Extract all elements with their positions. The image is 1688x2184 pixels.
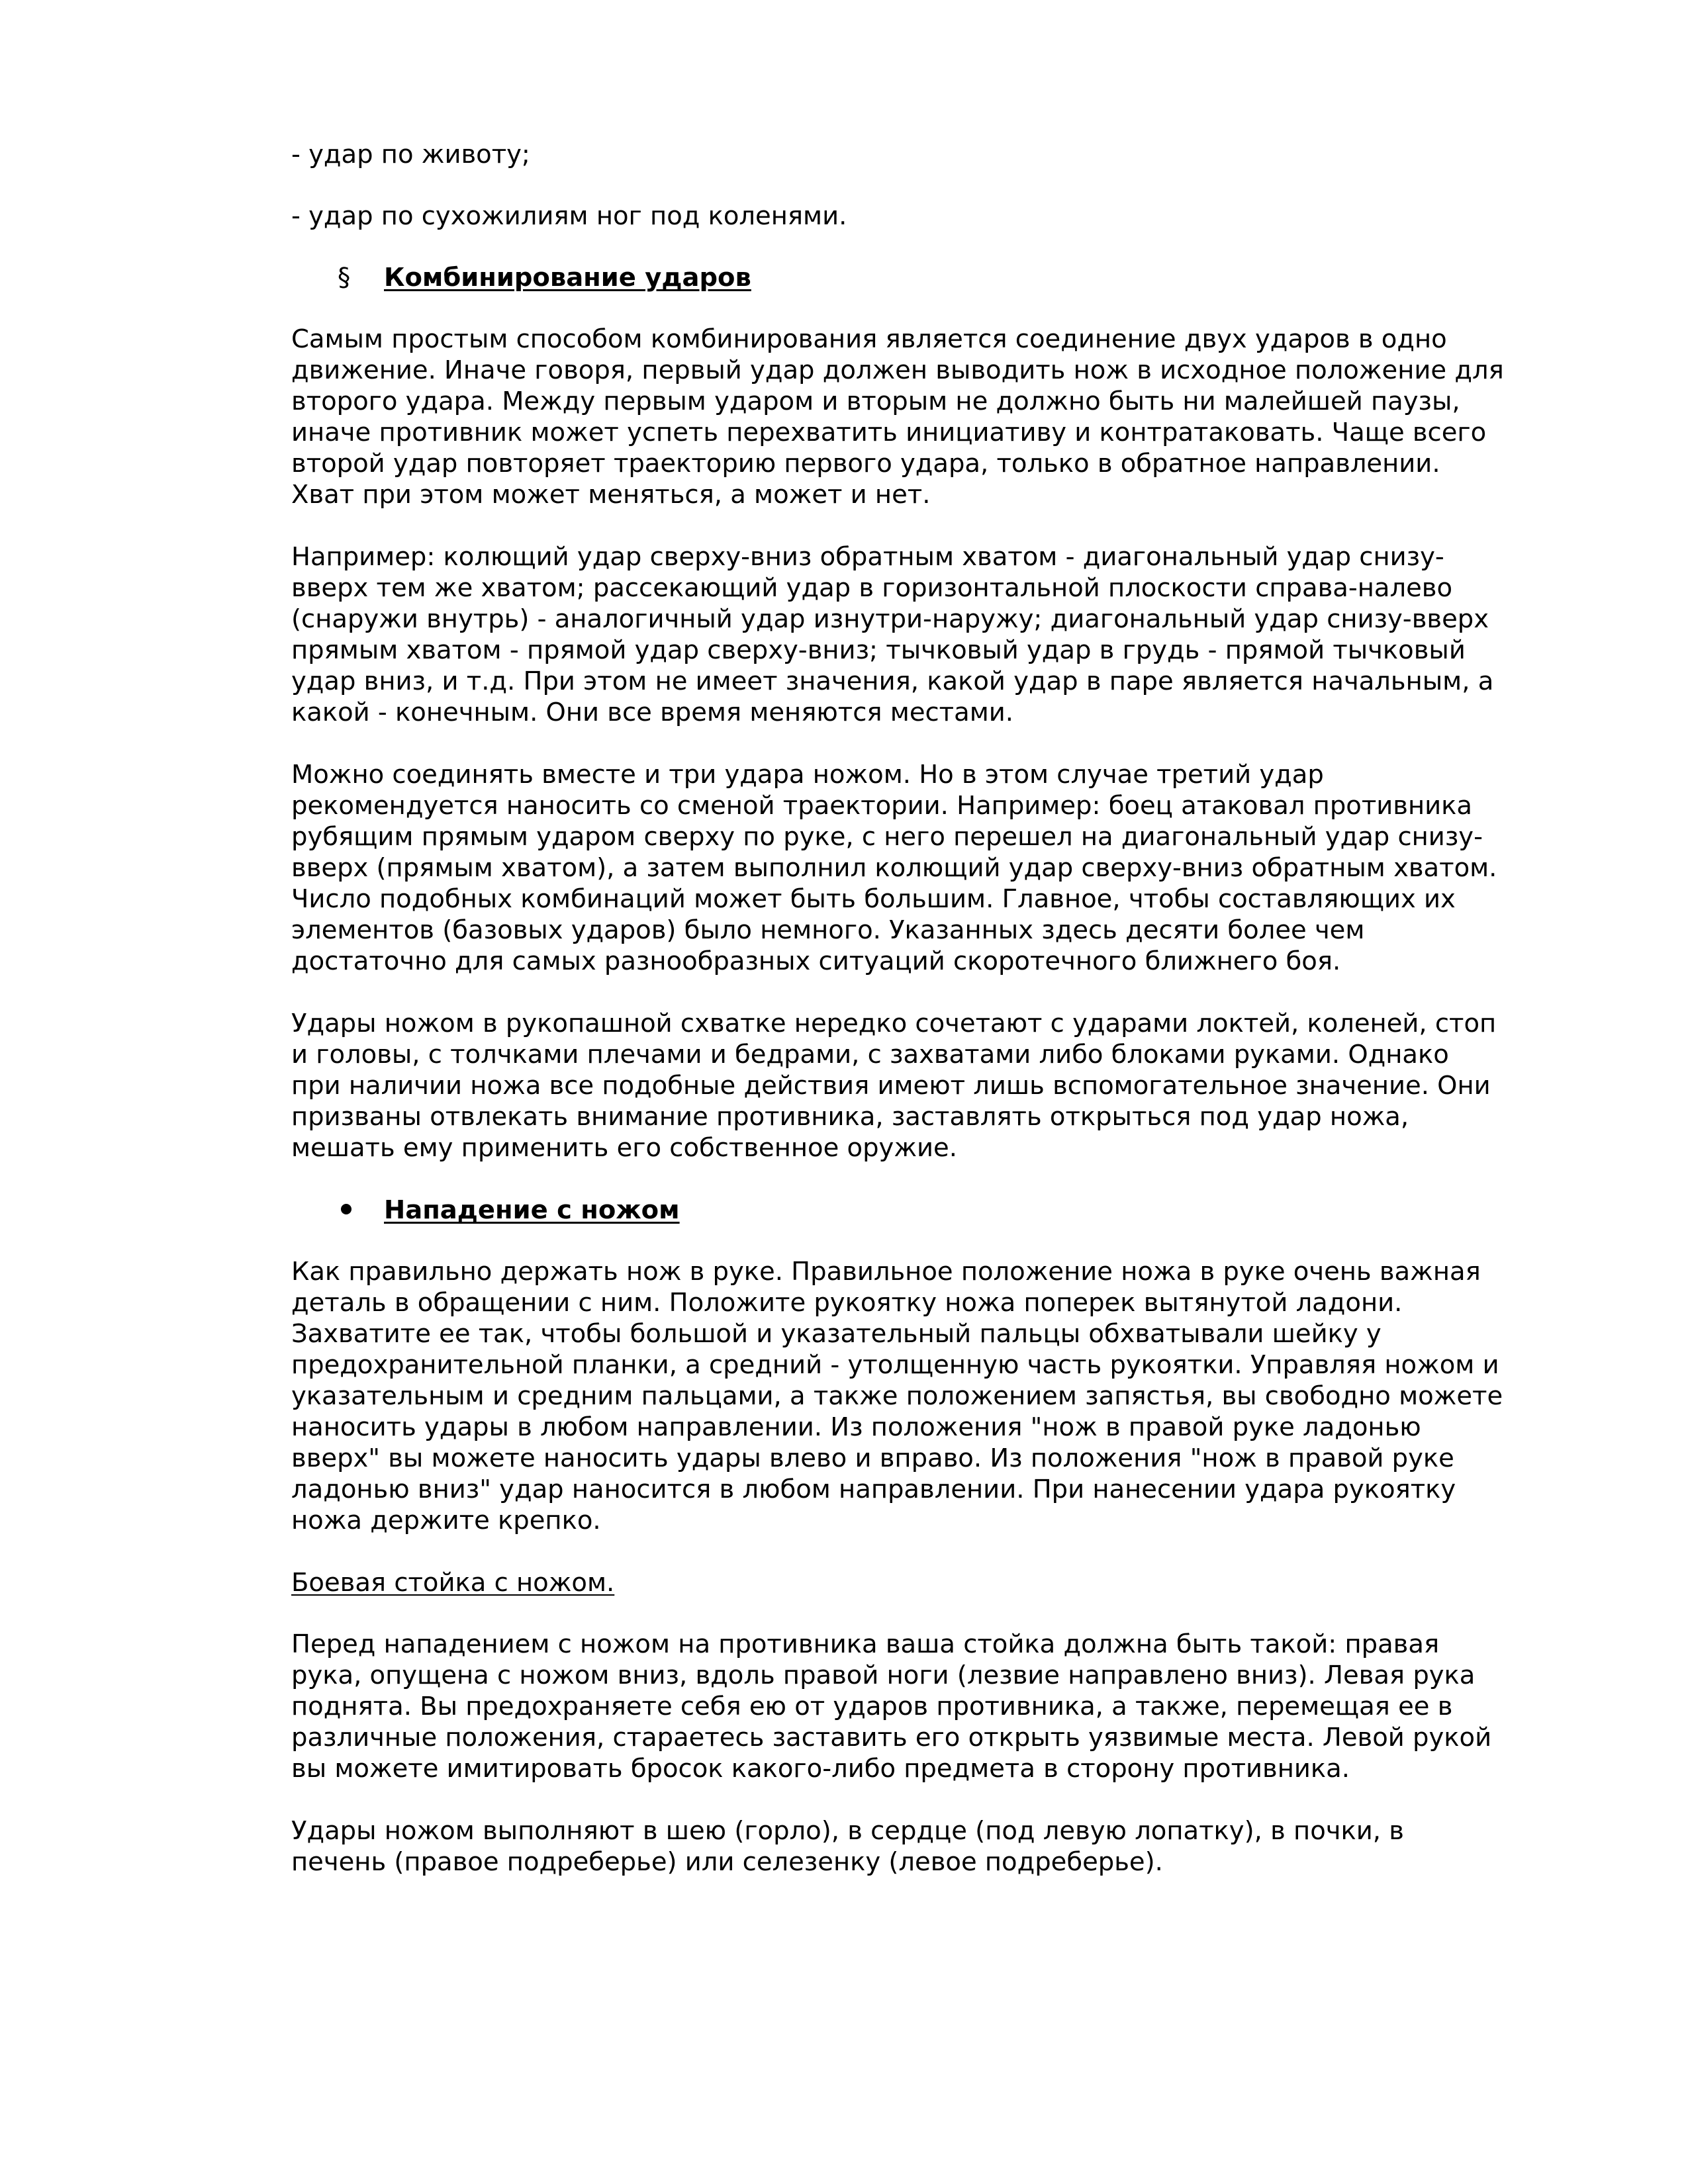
paragraph-stance (291, 1629, 1523, 1784)
paragraph-examples (291, 541, 1523, 728)
list-item-tendons: - удар по сухожилиям ног под коленями. (291, 201, 847, 231)
text-line: второго удара. Между первым ударом и вторым не должно быть ни малейшей паузы, (291, 387, 1460, 416)
subheading-combat-stance: Боевая стойка с ножом. (291, 1568, 615, 1598)
text-line: иначе противник может успеть перехватить инициативу и контратаковать. Чаще всего (291, 418, 1487, 447)
paragraph-three-strikes (291, 759, 1523, 977)
text-line: печень (правое подреберье) или селезенку (левое подреберье). (291, 1847, 1163, 1877)
text-line: какой - конечным. Они все время меняются местами. (291, 698, 1014, 727)
text-line: наносить удары в любом направлении. Из положения "нож в правой руке ладонью (291, 1412, 1421, 1442)
text-line: Захватите ее так, чтобы большой и указательный пальцы обхватывали шейку у (291, 1319, 1382, 1349)
text-line: мешать ему применить его собственное оружие. (291, 1133, 957, 1163)
text-line: вверх тем же хватом; рассекающий удар в горизонтальной плоскости справа-налево (291, 573, 1453, 603)
text-line: ладонью вниз" удар наносится в любом направлении. При нанесении удара рукоятку (291, 1475, 1456, 1504)
text-line: второй удар повторяет траекторию первого удара, только в обратное направлении. (291, 449, 1440, 478)
text-line: (снаружи внутрь) - аналогичный удар изнутри-наружу; диагональный удар снизу-вверх (291, 604, 1489, 634)
text-line: ножа держите крепко. (291, 1506, 601, 1535)
text-line: призваны отвлекать внимание противника, заставлять открыться под удар ножа, (291, 1102, 1409, 1132)
text-line: рубящим прямым ударом сверху по руке, с него перешел на диагональный удар снизу- (291, 822, 1483, 852)
text-line: Удары ножом выполняют в шею (горло), в сердце (под левую лопатку), в почки, в (291, 1816, 1404, 1846)
list-item-belly: - удар по животу; (291, 140, 530, 169)
text-line: Перед нападением с ножом на противника ваша стойка должна быть такой: правая (291, 1629, 1440, 1659)
text-line: при наличии ножа все подобные действия имеют лишь вспомогательное значение. Они (291, 1071, 1491, 1101)
section-heading-combining (291, 262, 1523, 293)
paragraph-targets (291, 1815, 1523, 1878)
text-line: указательным и средним пальцами, а также положением запястья, вы свободно можете (291, 1381, 1503, 1411)
text-line: различные положения, стараетесь заставить его открыть уязвимые места. Левой рукой (291, 1723, 1492, 1752)
text-line: поднята. Вы предохраняете себя ею от ударов противника, а также, перемещая ее в (291, 1692, 1453, 1721)
text-line: рука, опущена с ножом вниз, вдоль правой ноги (лезвие направлено вниз). Левая рука (291, 1661, 1476, 1690)
text-line: вы можете имитировать бросок какого-либо предмета в сторону противника. (291, 1754, 1350, 1784)
text-line: и головы, с толчками плечами и бедрами, с захватами либо блоками руками. Однако (291, 1040, 1449, 1069)
section-title: Комбинирование ударов (384, 263, 751, 293)
text-line: Хват при этом может меняться, а может и нет. (291, 480, 931, 510)
text-line: предохранительной планки, а средний - утолщенную часть рукоятки. Управляя ножом и (291, 1350, 1499, 1380)
bullet-icon (341, 1204, 352, 1214)
section-sign-icon: § (338, 263, 351, 293)
section-title: Нападение с ножом (384, 1195, 680, 1225)
paragraph-combining-intro (291, 324, 1523, 510)
paragraph-auxiliary-actions (291, 1008, 1523, 1163)
paragraph-holding-knife (291, 1256, 1523, 1536)
document-page (291, 139, 1523, 1909)
text-line: деталь в обращении с ним. Положите рукоятку ножа поперек вытянутой ладони. (291, 1288, 1403, 1318)
text-line: Как правильно держать нож в руке. Правильное положение ножа в руке очень важная (291, 1257, 1481, 1287)
section-heading-attack (291, 1195, 1523, 1226)
text-line: прямым хватом - прямой удар сверху-вниз; тычковый удар в грудь - прямой тычковый (291, 635, 1466, 665)
text-line: Например: колющий удар сверху-вниз обратным хватом - диагональный удар снизу- (291, 542, 1444, 572)
text-line: вверх (прямым хватом), а затем выполнил колющий удар сверху-вниз обратным хватом. (291, 853, 1497, 883)
text-line: вверх" вы можете наносить удары влево и вправо. Из положения "нож в правой руке (291, 1443, 1454, 1473)
text-line: элементов (базовых ударов) было немного. Указанных здесь десяти более чем (291, 915, 1365, 945)
text-line: удар вниз, и т.д. При этом не имеет значения, какой удар в паре является начальным, а (291, 666, 1494, 696)
text-line: достаточно для самых разнообразных ситуаций скоротечного ближнего боя. (291, 946, 1341, 976)
text-line: Число подобных комбинаций может быть большим. Главное, чтобы составляющих их (291, 884, 1456, 914)
text-line: Самым простым способом комбинирования является соединение двух ударов в одно (291, 324, 1447, 354)
text-line: рекомендуется наносить со сменой траектории. Например: боец атаковал противника (291, 791, 1473, 821)
text-line: Удары ножом в рукопашной схватке нередко сочетают с ударами локтей, коленей, стоп (291, 1009, 1497, 1038)
text-line: движение. Иначе говоря, первый удар должен выводить нож в исходное положение для (291, 355, 1504, 385)
text-line: Можно соединять вместе и три удара ножом. Но в этом случае третий удар (291, 760, 1324, 790)
